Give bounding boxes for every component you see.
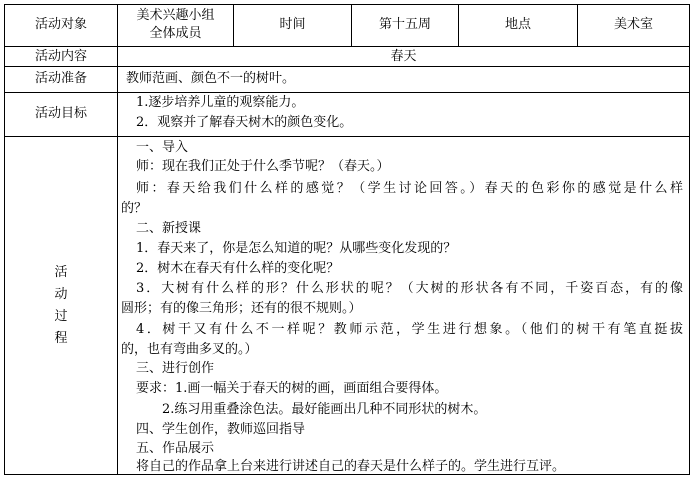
place-value: 美术室: [613, 17, 653, 32]
time-label: 时间: [279, 17, 306, 32]
target-value-line1: 美术兴趣小组: [136, 8, 215, 23]
time-value: 第十五周: [378, 17, 431, 32]
row-divider: [5, 92, 689, 93]
goal-item: 1.逐步培养儿童的观察能力。: [136, 95, 305, 110]
preparation-label: 活动准备: [34, 71, 87, 86]
process-heading: 四、学生创作，教师巡回指导: [136, 422, 306, 437]
process-line: 圆形；有的像三角形；还有的很不规则。）: [121, 301, 362, 316]
target-label: 活动对象: [34, 17, 87, 32]
goals-label: 活动目标: [34, 106, 87, 121]
process-heading: 一、导入: [136, 140, 189, 155]
process-label-char: 过: [54, 309, 68, 324]
process-label-char: 动: [54, 287, 68, 302]
process-line: 师：现在我们正处于什么季节呢？（春天。）: [136, 159, 390, 174]
row-divider: [5, 46, 689, 47]
process-line: 4．树干又有什么不一样呢？教师示范，学生进行想象。（他们的树干有笔直挺拔: [136, 322, 683, 337]
process-heading: 二、新授课: [136, 221, 202, 236]
process-line: 2.练习用重叠涂色法。最好能画出几种不同形状的树木。: [162, 402, 487, 417]
process-label-char: 活: [54, 265, 68, 280]
place-label: 地点: [504, 17, 531, 32]
process-heading: 三、进行创作: [136, 361, 215, 376]
process-line: 3．大树有什么样的形？什么形状的呢？（大树的形状各有不同，千姿百态，有的像: [136, 281, 683, 296]
col-divider: [117, 5, 118, 474]
process-heading: 五、作品展示: [136, 441, 215, 456]
process-line: 的？: [121, 201, 148, 216]
preparation-value: 教师范画、颜色不一的树叶。: [126, 71, 296, 86]
target-value-line2: 全体成员: [149, 26, 202, 41]
process-line: 1．春天来了，你是怎么知道的呢？从哪些变化发现的？: [136, 241, 457, 256]
row-divider: [5, 136, 689, 137]
content-label: 活动内容: [34, 49, 87, 64]
lesson-plan-table: [4, 4, 690, 475]
process-label-char: 程: [54, 331, 68, 346]
process-line: 2．树木在春天有什么样的变化呢？: [136, 261, 340, 276]
row-divider: [5, 66, 689, 67]
process-line: 将自己的作品拿上台来进行讲述自己的春天是什么样子的。学生进行互评。: [136, 459, 566, 474]
goal-item: 2．观察并了解春天树木的颜色变化。: [136, 115, 353, 130]
process-line: 要求：1.画一幅关于春天的树的画，画面组合要得体。: [136, 381, 448, 396]
process-line: 师：春天给我们什么样的感觉？（学生讨论回答。）春天的色彩你的感觉是什么样: [136, 181, 683, 196]
process-line: 的，也有弯曲多叉的。）: [121, 342, 258, 357]
content-value: 春天: [390, 49, 417, 64]
